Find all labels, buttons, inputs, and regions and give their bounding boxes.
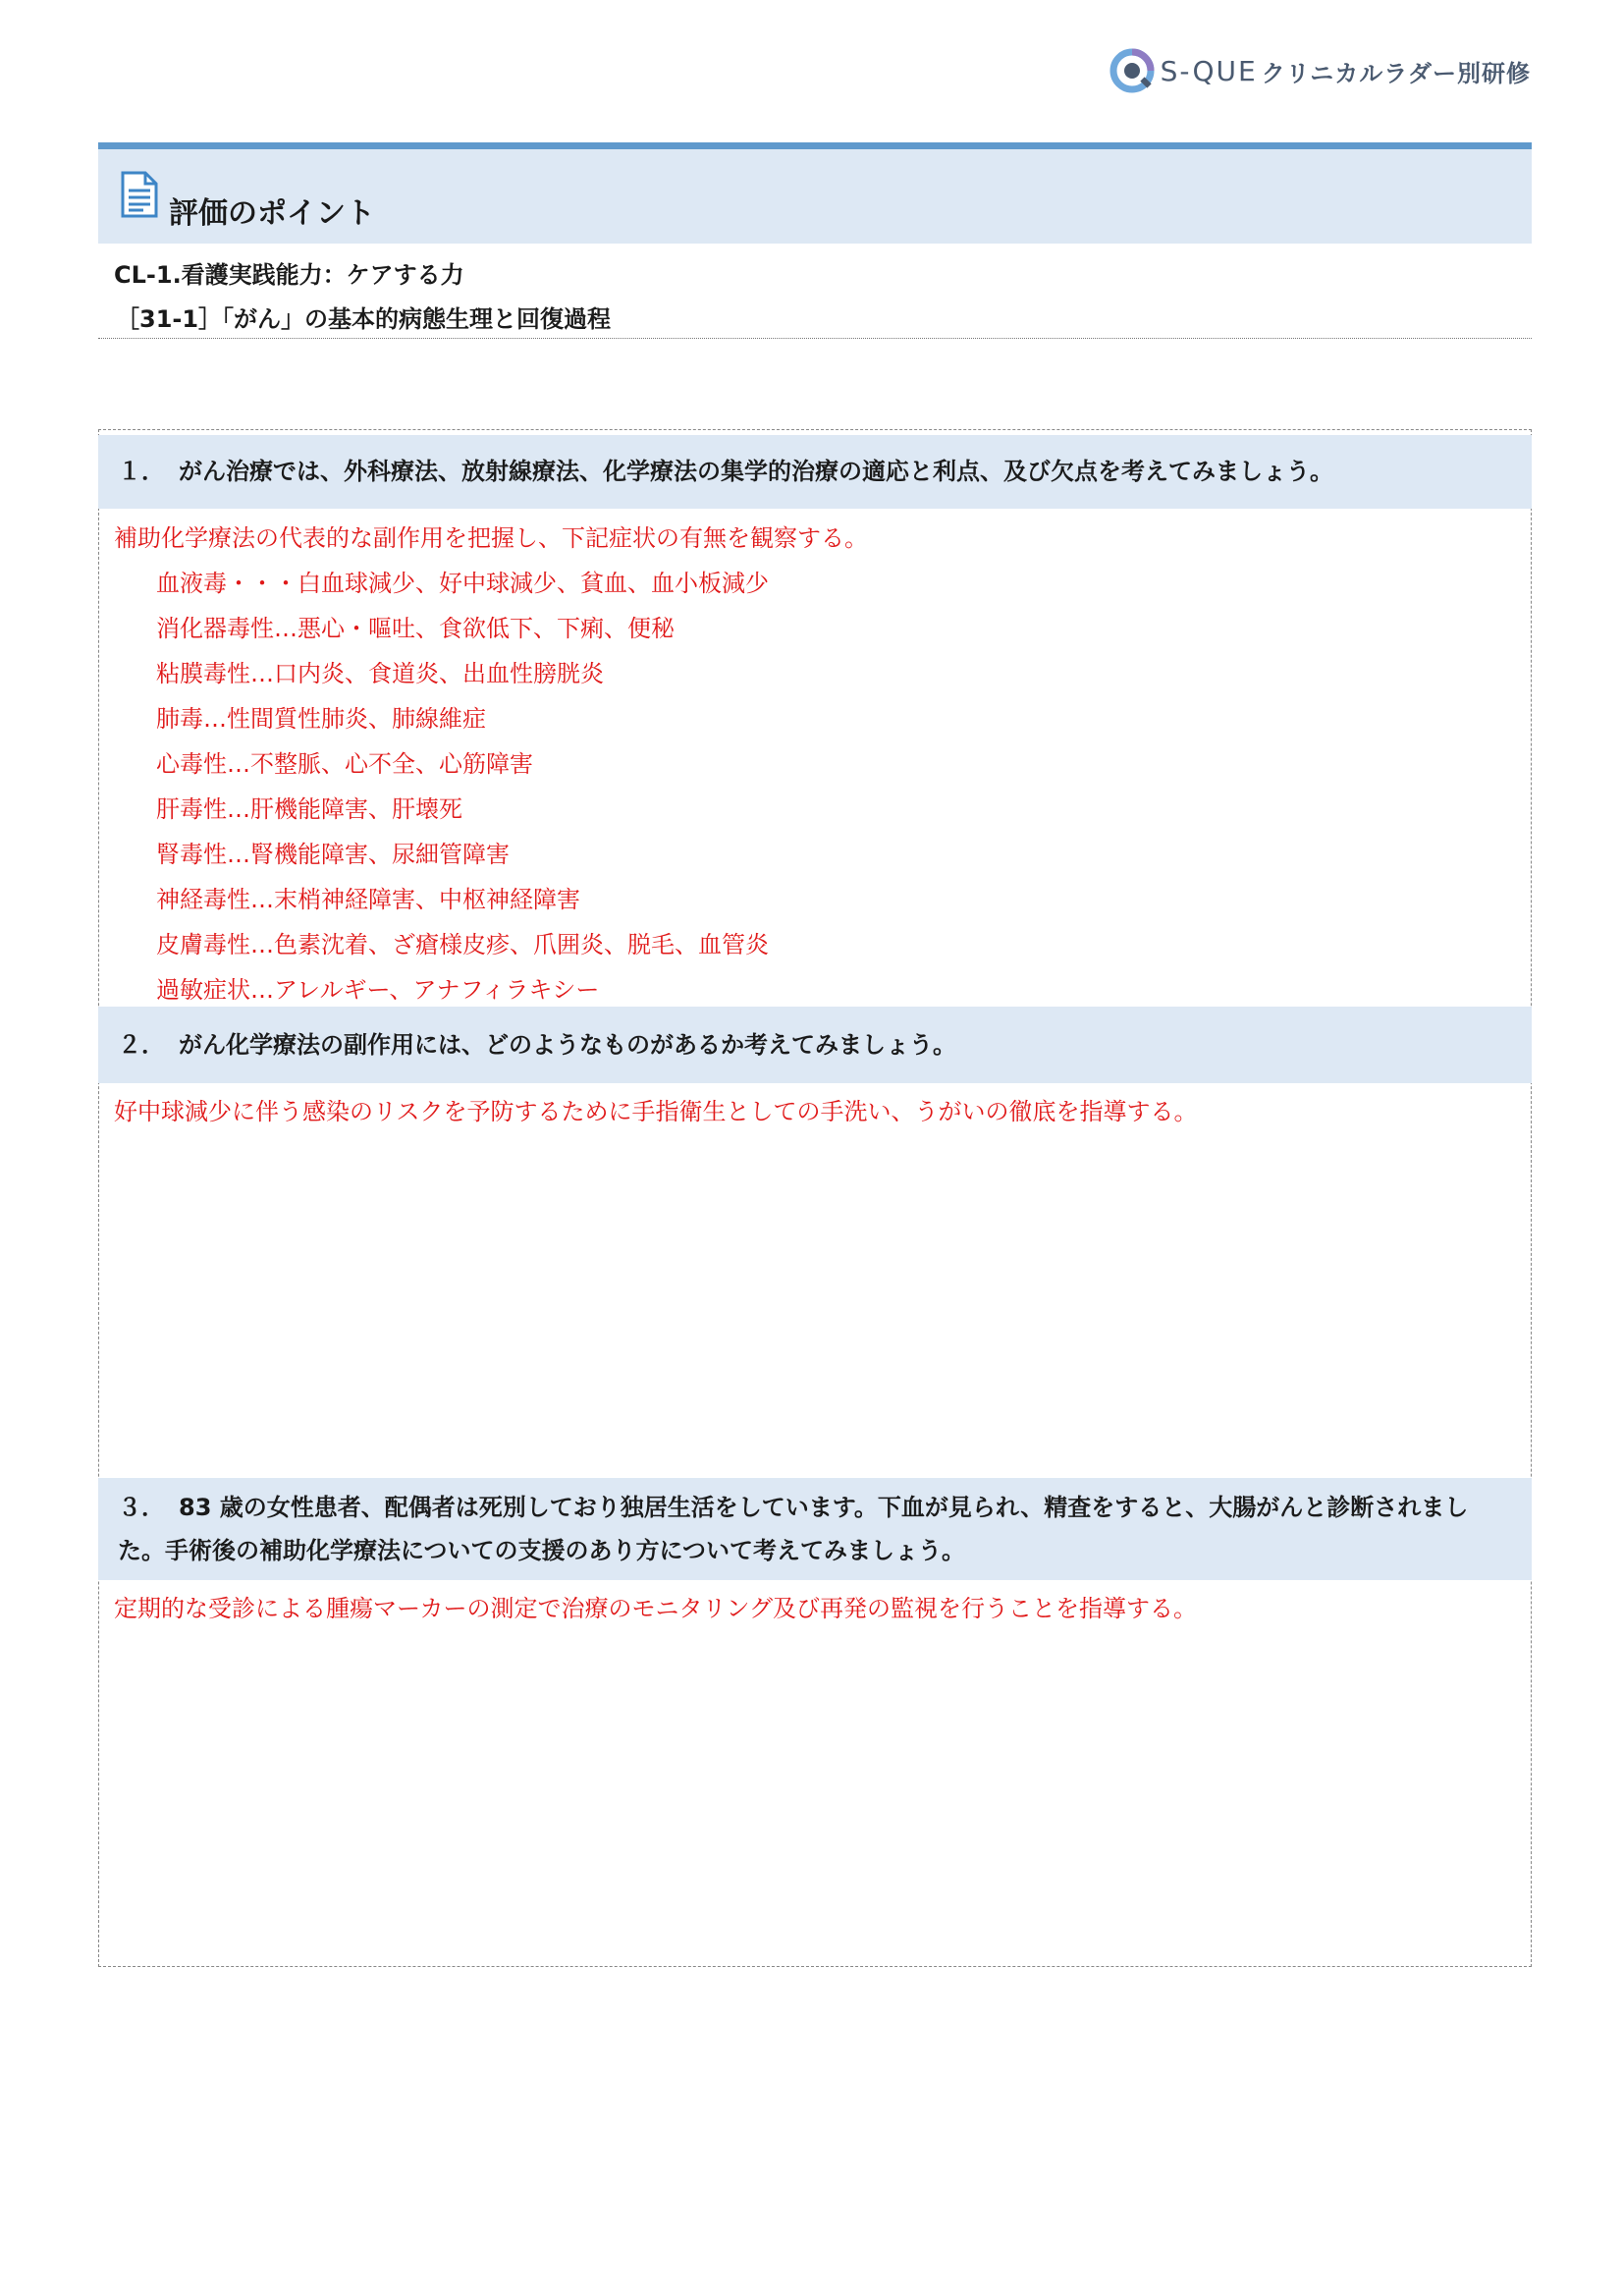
answer-1-item: 肝毒性…肝機能障害、肝壊死	[156, 795, 462, 823]
question-number: １．	[118, 458, 165, 485]
question-text-line1: 83 歳の女性患者、配偶者は死別しており独居生活をしています。下血が見られ、精査をすると、大腸がんと診断されまし	[179, 1494, 1469, 1521]
question-1	[98, 435, 1532, 509]
answer-1-item: 皮膚毒性…色素沈着、ざ瘡様皮疹、爪囲炎、脱毛、血管炎	[156, 931, 769, 958]
question-text: がん治療では、外科療法、放射線療法、化学療法の集学的治療の適応と利点、及び欠点を考えてみましょう。	[179, 458, 1333, 485]
question-text-line2: た。手術後の補助化学療法についての支援のあり方について考えてみましょう。	[118, 1537, 966, 1564]
answer-1-item: 過敏症状…アレルギー、アナフィラキシー	[156, 976, 600, 1004]
question-number: ２．	[118, 1031, 165, 1059]
s-que-logo-icon	[1109, 48, 1155, 93]
competency-label: CL-1.看護実践能力：ケアする力	[114, 261, 464, 289]
answer-1-item: 腎毒性…腎機能障害、尿細管障害	[156, 841, 510, 868]
answer-1-item: 血液毒・・・白血球減少、好中球減少、貧血、血小板減少	[156, 570, 769, 597]
module-title: ［31-1］「がん」の基本的病態生理と回復過程	[116, 305, 612, 333]
question-number: ３．	[118, 1494, 165, 1521]
answer-1-item: 神経毒性…末梢神経障害、中枢神経障害	[156, 886, 580, 913]
question-3	[98, 1478, 1532, 1580]
brand-header	[1109, 47, 1531, 94]
answer-1-item: 粘膜毒性…口内炎、食道炎、出血性膀胱炎	[156, 660, 604, 687]
answer-1-item: 肺毒…性間質性肺炎、肺線維症	[156, 705, 486, 733]
answer-1-item: 消化器毒性…悪心・嘔吐、食欲低下、下痢、便秘	[156, 615, 675, 642]
answer-1-item: 心毒性…不整脈、心不全、心筋障害	[156, 750, 533, 778]
question-2	[98, 1007, 1532, 1083]
page-title: 評価のポイント	[169, 196, 375, 231]
brand-name: S-QUE	[1160, 54, 1258, 87]
question-text: がん化学療法の副作用には、どのようなものがあるか考えてみましょう。	[179, 1031, 956, 1059]
section-header	[98, 142, 1532, 244]
answer-3: 定期的な受診による腫瘍マーカーの測定で治療のモニタリング及び再発の監視を行うことを指導する。	[114, 1595, 1198, 1622]
brand-subtitle: クリニカルラダー別研修	[1261, 59, 1531, 87]
divider	[98, 338, 1532, 339]
answer-1: 補助化学療法の代表的な副作用を把握し、下記症状の有無を観察する。	[114, 524, 868, 552]
document-icon	[120, 171, 159, 218]
answer-2: 好中球減少に伴う感染のリスクを予防するために手指衛生としての手洗い、うがいの徹底を指導する。	[114, 1098, 1198, 1125]
